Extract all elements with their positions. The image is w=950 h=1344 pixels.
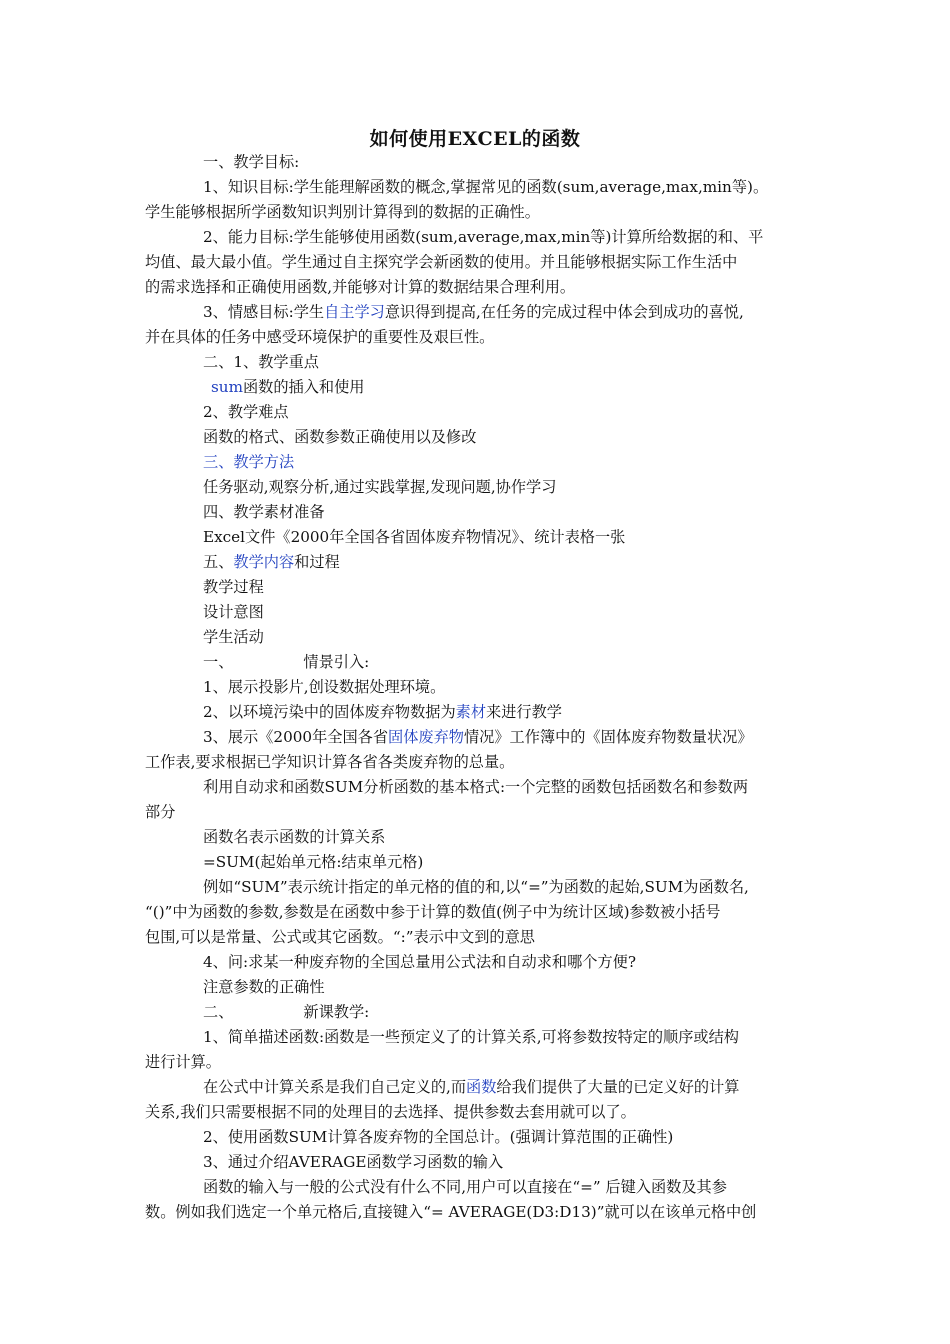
paragraph-line: 学生能够根据所学函数知识判别计算得到的数据的正确性。 [145,203,540,221]
section-objectives-heading: 一、教学目标: [203,153,300,171]
text: 情景引入: [303,653,370,671]
paragraph-line: 函数的输入与一般的公式没有什么不同,用户可以直接在“=” 后键入函数及其参 [203,1178,727,1196]
paragraph-line: 1、展示投影片,创设数据处理环境。 [203,678,446,696]
paragraph-line: 并在具体的任务中感受环境保护的重要性及艰巨性。 [145,328,495,346]
section-methods-heading [203,450,294,475]
text: 五、 [203,553,234,571]
text: 3、情感目标:学生 [203,303,325,321]
link-solid-waste[interactable]: 固体废弃物 [388,728,464,746]
text: 意识得到提高,在任务的完成过程中体会到成功的喜悦, [384,303,744,321]
text: 和过程 [294,553,340,571]
paragraph-line: 注意参数的正确性 [203,978,325,996]
part-two-heading [203,1000,369,1025]
link-teaching-content[interactable]: 教学内容 [233,553,295,571]
paragraph-line [203,1075,739,1100]
paragraph-line [203,300,744,325]
table-header-process: 教学过程 [203,578,264,596]
text: 情况》工作簿中的《固体废弃物数量状况》 [463,728,753,746]
paragraph-line: 部分 [145,803,176,821]
text: 在公式中计算关系是我们自己定义的,而 [203,1078,467,1096]
part-one-heading [203,650,369,675]
section-materials-heading: 四、教学素材准备 [203,503,325,521]
paragraph-line: 4、问:求某一种废弃物的全国总量用公式法和自动求和哪个方便? [203,953,636,971]
link-self-study[interactable]: 自主学习 [324,303,385,321]
text: 二、 [203,1003,234,1021]
paragraph-line: 均值、最大最小值。学生通过自主探究学会新函数的使用。并且能够根据实际工作生活中 [145,253,738,271]
paragraph-line: 1、简单描述函数:函数是一些预定义了的计算关系,可将参数按特定的顺序或结构 [203,1028,739,1046]
paragraph-line: 函数的格式、函数参数正确使用以及修改 [203,428,477,446]
text: 新课教学: [303,1003,370,1021]
link-material[interactable]: 素材 [455,703,487,721]
paragraph-line: 工作表,要求根据已学知识计算各省各类废弃物的总量。 [145,753,515,771]
section-difficulty-heading: 2、教学难点 [203,403,289,421]
paragraph-line: 利用自动求和函数SUM分析函数的基本格式:一个完整的函数包括函数名和参数两 [203,778,749,796]
paragraph-line: 包围,可以是常量、公式或其它函数。“:”表示中文到的意思 [145,928,535,946]
paragraph-line [203,700,562,725]
paragraph-line: 关系,我们只需要根据不同的处理目的去选择、提供参数去套用就可以了。 [145,1103,636,1121]
paragraph-line [203,725,753,750]
text: 3、展示《2000年全国各省 [203,728,389,746]
table-header-activity: 学生活动 [203,628,264,646]
paragraph-line: “()”中为函数的参数,参数是在函数中参于计算的数值(例子中为统计区域)参数被小括号 [145,903,721,921]
paragraph-line [211,375,364,400]
link-teaching-methods[interactable]: 教学方法 [233,453,295,471]
paragraph-line: 任务驱动,观察分析,通过实践掌握,发现问题,协作学习 [203,478,557,496]
paragraph-line: 例如“SUM”表示统计指定的单元格的值的和,以“=”为函数的起始,SUM为函数名, [203,878,749,896]
paragraph-line: 进行计算。 [145,1053,221,1071]
paragraph-line: 2、能力目标:学生能够使用函数(sum,average,max,min等)计算所给数据的和、平 [203,228,764,246]
table-header-design: 设计意图 [203,603,264,621]
paragraph-line: 数。例如我们选定一个单元格后,直接键入“= AVERAGE(D3:D13)”就可以在该单元格中创 [145,1203,757,1221]
text: 来进行教学 [486,703,562,721]
paragraph-line: =SUM(起始单元格:结束单元格) [203,853,424,871]
text: 三、 [203,453,234,471]
paragraph-line: 2、使用函数SUM计算各废弃物的全国总计。(强调计算范围的正确性) [203,1128,674,1146]
paragraph-line: 函数名表示函数的计算关系 [203,828,386,846]
paragraph-line: 的需求选择和正确使用函数,并能够对计算的数据结果合理利用。 [145,278,576,296]
text: 一、 [203,653,234,671]
section-content-heading [203,550,340,575]
text: 函数的插入和使用 [242,378,365,396]
paragraph-line: 1、知识目标:学生能理解函数的概念,掌握常见的函数(sum,average,max,min等)。 [203,178,769,196]
paragraph-line: 3、通过介绍AVERAGE函数学习函数的输入 [203,1153,504,1171]
text: 给我们提供了大量的已定义好的计算 [496,1078,740,1096]
link-sum[interactable]: sum [211,378,243,396]
section-key-point-heading: 二、1、教学重点 [203,353,319,371]
link-function[interactable]: 函数 [466,1078,497,1096]
document-title: 如何使用EXCEL的函数 [369,128,581,150]
text: 2、以环境污染中的固体废弃物数据为 [203,703,456,721]
paragraph-line: Excel文件《2000年全国各省固体废弃物情况》、统计表格一张 [203,528,626,546]
